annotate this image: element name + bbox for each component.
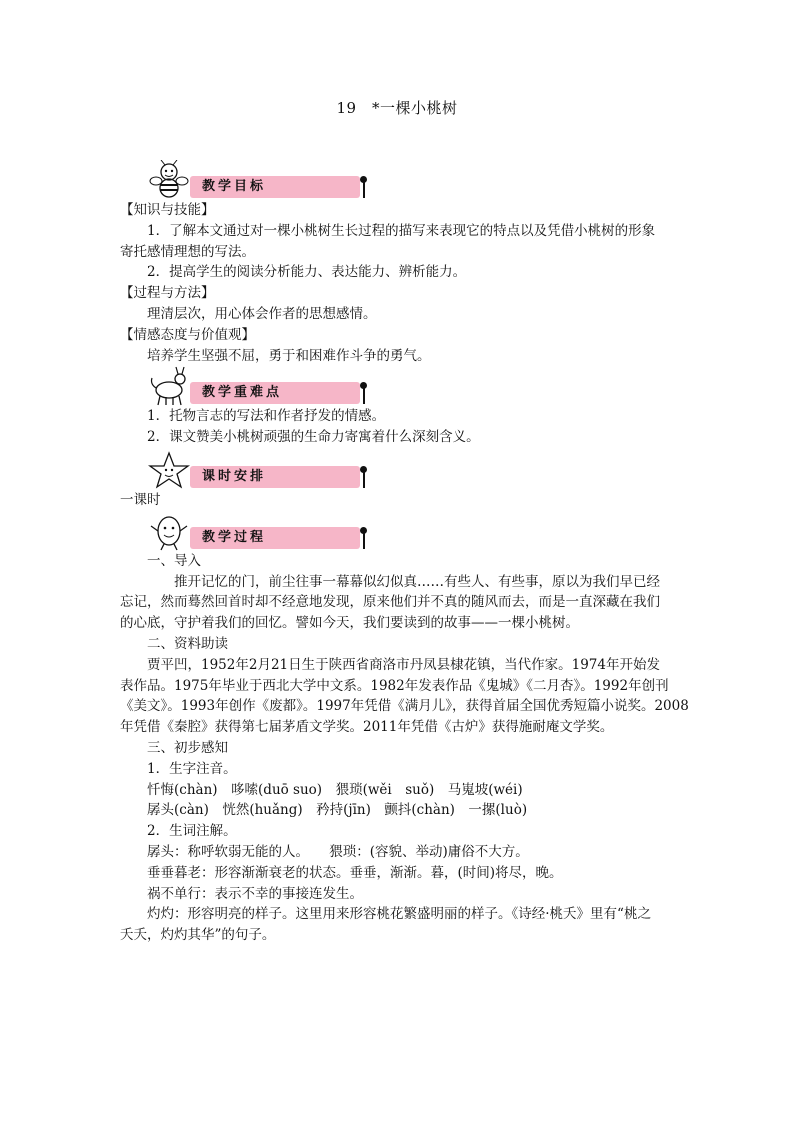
goal-item: 2．提高学生的阅读分析能力、表达能力、辨析能力。 (147, 264, 467, 281)
section-banner-schedule (145, 450, 390, 490)
page-title: 19 *一棵小桃树 (336, 99, 458, 117)
banner-tick (363, 182, 365, 198)
paragraph-line: 忘记，然而蓦然回首时却不经意地发现，原来他们并不真的随风而去，而是一直深藏在我们 (120, 594, 660, 611)
vocab-line: 夭夭，灼灼其华”的句子。 (120, 927, 276, 944)
banner-tick (363, 472, 365, 488)
paragraph-line: 年凭借《秦腔》获得第七届茅盾文学奖。2011年凭借《古炉》获得施耐庵文学奖。 (120, 719, 614, 736)
lesson-content (120, 160, 689, 946)
vocab-line: 祸不单行：表示不幸的事接连发生。 (147, 885, 363, 902)
egg-character-icon (145, 511, 193, 551)
paragraph-line: 《美文》。1993年创作《废都》。1997年凭借《满月儿》，获得首届全国优秀短篇小说奖。2008 (120, 698, 689, 715)
goal-item: 培养学生坚强不屈，勇于和困难作斗争的勇气。 (147, 347, 431, 364)
section-banner-keypoints (145, 366, 390, 406)
vocab-line: 孱头：称呼软弱无能的人。 猥琐：(容貌、举动)庸俗不大方。 (147, 843, 529, 860)
step-heading-reading: 二、资料助读 (147, 635, 228, 652)
star-icon (145, 450, 193, 490)
section-title-schedule: 课时安排 (190, 466, 360, 488)
goal-item: 理清层次，用心体会作者的思想感情。 (147, 305, 377, 322)
step-heading-perception: 三、初步感知 (147, 739, 228, 756)
banner-tick (363, 388, 365, 404)
section-title-keypoints: 教学重难点 (190, 382, 360, 404)
emotion-heading: 【情感态度与价值观】 (120, 326, 255, 343)
keypoint-item: 2．课文赞美小桃树顽强的生命力寄寓着什么深刻含义。 (147, 429, 480, 446)
paragraph-line: 的心底，守护着我们的回忆。譬如今天，我们要读到的故事——一棵小桃树。 (120, 615, 579, 632)
section-title-goals: 教学目标 (190, 176, 360, 198)
donkey-icon (145, 366, 193, 406)
vocab-line: 灼灼：形容明亮的样子。这里用来形容桃花繁盛明丽的样子。《诗经·桃夭》里有“桃之 (147, 906, 651, 923)
paragraph-line: 贾平凹，1952年2月21日生于陕西省商洛市丹凤县棣花镇，当代作家。1974年开始发 (147, 656, 660, 673)
pinyin-line: 孱头(càn) 恍然(huǎng) 矜持(jīn) 颤抖(chàn) 一摞(luò) (147, 802, 528, 819)
section-banner-process (145, 511, 390, 551)
sub-heading: 1．生字注音。 (147, 760, 237, 777)
paragraph-line: 推开记忆的门，前尘往事一幕幕似幻似真……有些人、有些事，原以为我们早已经 (174, 573, 660, 590)
schedule-text: 一课时 (120, 491, 161, 508)
process-method-heading: 【过程与方法】 (120, 285, 215, 302)
knowledge-heading: 【知识与技能】 (120, 202, 215, 218)
sub-heading: 2．生词注解。 (147, 823, 237, 840)
paragraph-line: 表作品。1975年毕业于西北大学中文系。1982年发表作品《鬼城》《二月杏》。1992年创刊 (120, 677, 669, 694)
keypoint-item: 1．托物言志的写法和作者抒发的情感。 (147, 408, 386, 425)
pinyin-line: 忏悔(chàn) 哆嗦(duō suo) 猥琐(wěi suǒ) 马嵬坡(wéi) (147, 781, 523, 798)
banner-tick (363, 533, 365, 549)
vocab-line: 垂垂暮老：形容渐渐衰老的状态。垂垂，渐渐。暮，(时间)将尽，晚。 (147, 864, 563, 881)
goal-item-cont: 寄托感情理想的写法。 (120, 243, 255, 260)
goal-item: 1．了解本文通过对一棵小桃树生长过程的描写来表现它的特点以及凭借小桃树的形象 (147, 222, 656, 239)
bee-icon (145, 160, 193, 200)
section-banner-goals (145, 160, 390, 200)
section-title-process: 教学过程 (190, 527, 360, 549)
step-heading-intro: 一、导入 (147, 552, 201, 569)
